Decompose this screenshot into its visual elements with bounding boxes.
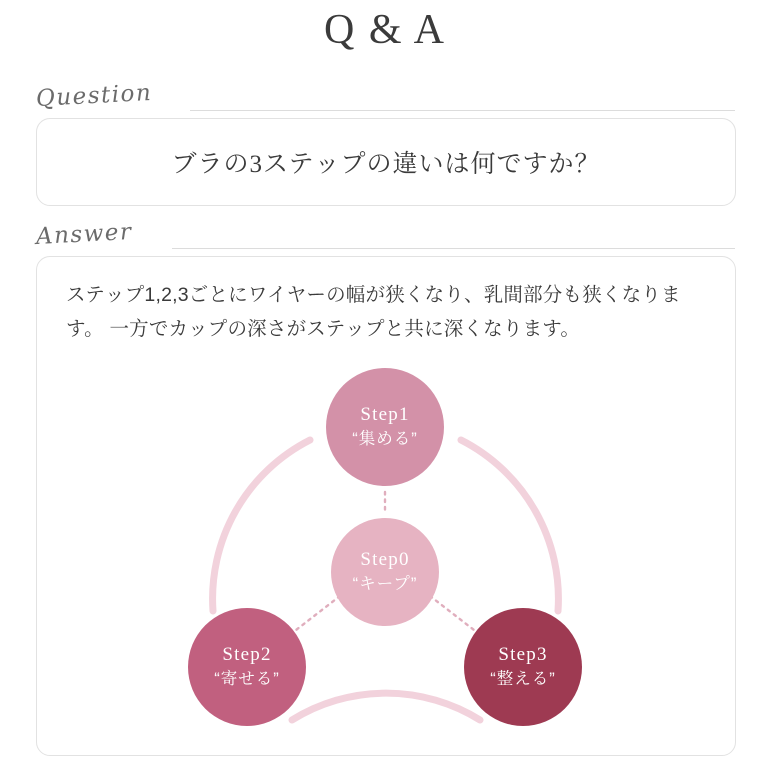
node-subtitle: “整える” (490, 670, 556, 688)
node-title: Step0 (360, 549, 410, 570)
node-subtitle: “キープ” (352, 575, 418, 593)
answer-divider (172, 248, 735, 249)
node-title: Step2 (222, 644, 272, 665)
question-text: ブラの3ステップの違いは何ですか？ (171, 151, 601, 178)
question-label: Question (35, 79, 153, 112)
diagram-node-step1 (326, 368, 444, 486)
diagram-node-step3 (464, 608, 582, 726)
node-subtitle: “寄せる” (214, 670, 280, 688)
node-title: Step3 (498, 644, 548, 665)
answer-text: ステップ1,2,3ごとにワイヤーの幅が狭くなり、乳間部分も狭くなります。 一方でカップの深さがステップと共に深くなります。 (66, 284, 681, 340)
answer-label: Answer (35, 218, 134, 250)
diagram-node-step0 (331, 518, 439, 626)
question-divider (190, 110, 735, 111)
page-title: Q & A (323, 7, 446, 53)
node-subtitle: “集める” (352, 430, 418, 448)
node-title: Step1 (360, 404, 410, 425)
three-step-cycle-diagram (150, 368, 620, 738)
diagram-node-step2 (188, 608, 306, 726)
